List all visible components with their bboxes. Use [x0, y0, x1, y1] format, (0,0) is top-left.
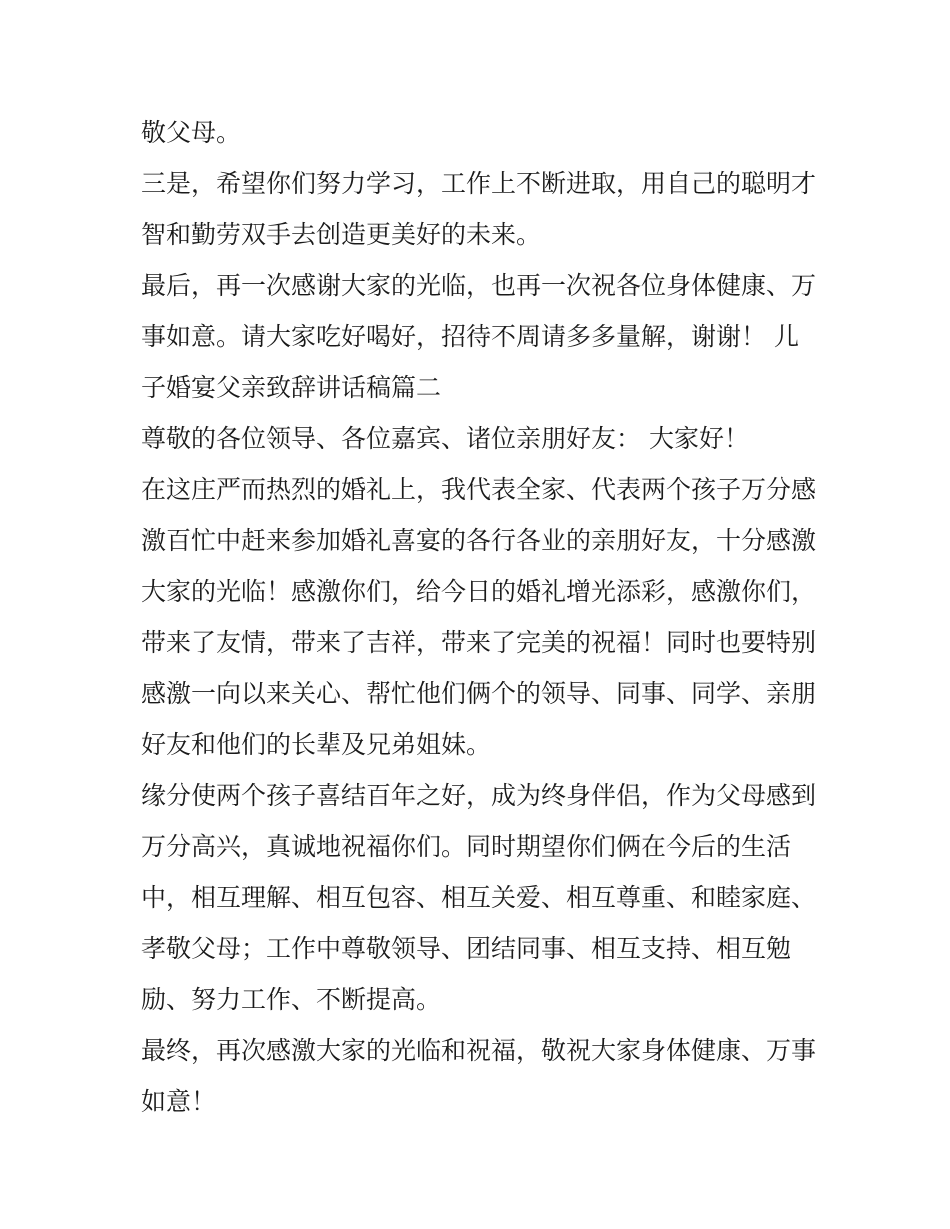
- text-line: 敬父母。: [141, 118, 242, 147]
- text-line: 感激一向以来关心、帮忙他们俩个的领导、同事、同学、亲朋: [141, 679, 817, 708]
- text-line: 智和勤劳双手去创造更美好的未来。: [141, 220, 542, 249]
- greeting-line: 尊敬的各位领导、各位嘉宾、诸位亲朋好友： 大家好！: [141, 424, 749, 453]
- section-title-line: 子婚宴父亲致辞讲话稿篇二: [141, 373, 442, 402]
- text-line: 在这庄严而热烈的婚礼上，我代表全家、代表两个孩子万分感: [141, 475, 817, 504]
- text-line: 事如意。请大家吃好喝好，招待不周请多多量解，谢谢！ 儿: [141, 322, 799, 351]
- text-line: 缘分使两个孩子喜结百年之好，成为终身伴侣，作为父母感到: [141, 781, 817, 810]
- speech-text: [141, 107, 821, 1127]
- text-line: 三是，希望你们努力学习，工作上不断进取，用自己的聪明才: [141, 169, 817, 198]
- text-line: 激百忙中赶来参加婚礼喜宴的各行各业的亲朋好友，十分感激: [141, 526, 817, 555]
- text-line: 如意！: [141, 1087, 217, 1116]
- text-line: 万分高兴，真诚地祝福你们。同时期望你们俩在今后的生活: [141, 832, 792, 861]
- text-line: 励、努力工作、不断提高。: [141, 985, 442, 1014]
- text-line: 好友和他们的长辈及兄弟姐妹。: [141, 730, 492, 759]
- text-line: 中，相互理解、相互包容、相互关爱、相互尊重、和睦家庭、: [141, 883, 817, 912]
- text-line: 大家的光临！感激你们，给今日的婚礼增光添彩，感激你们，: [141, 577, 817, 606]
- text-line: 带来了友情，带来了吉祥，带来了完美的祝福！同时也要特别: [141, 628, 817, 657]
- text-line: 最终，再次感激大家的光临和祝福，敬祝大家身体健康、万事: [141, 1036, 817, 1065]
- text-line: 孝敬父母；工作中尊敬领导、团结同事、相互支持、相互勉: [141, 934, 792, 963]
- text-line: 最后，再一次感谢大家的光临，也再一次祝各位身体健康、万: [141, 271, 817, 300]
